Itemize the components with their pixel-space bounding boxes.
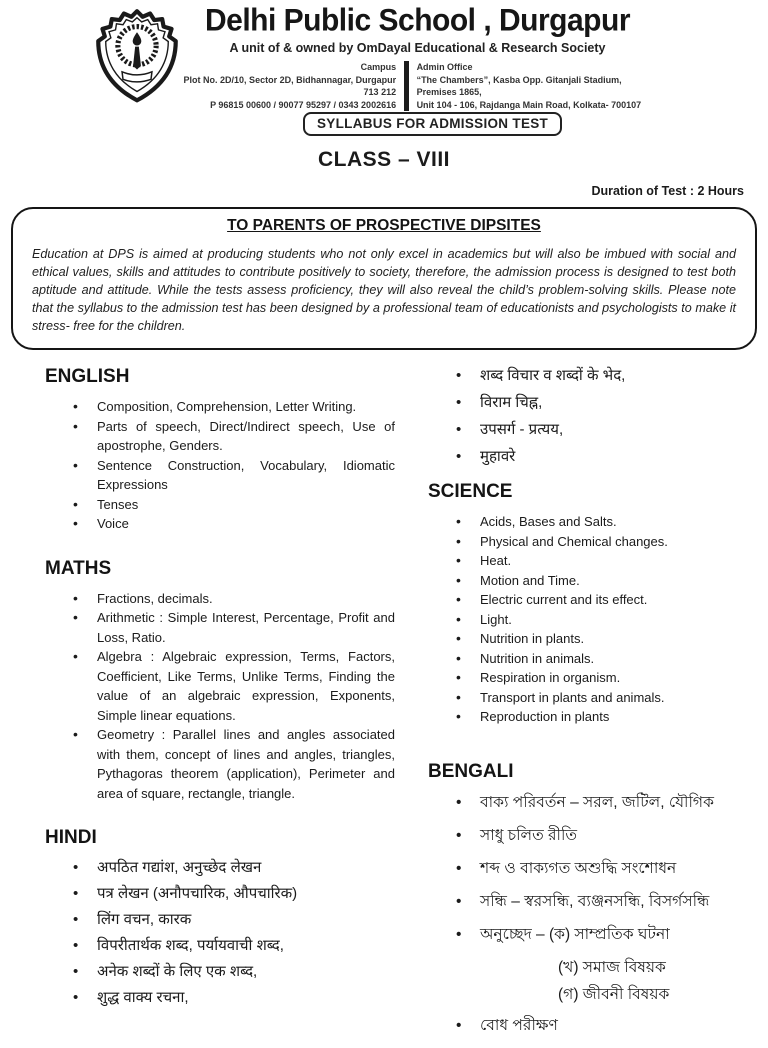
science-item: • Electric current and its effect.: [428, 590, 744, 610]
science-item: • Heat.: [428, 551, 744, 571]
school-tagline: A unit of & owned by OmDayal Educational & Research Society: [229, 41, 606, 55]
contact-row: [175, 61, 660, 111]
maths-item: • Geometry : Parallel lines and angles associated with them, concept of lines and angles, triangles, Pythagoras theorem (application), Perimeter and area of square, rectangle, triangle.: [45, 725, 395, 803]
english-item: • Voice: [45, 514, 395, 534]
science-item: • Nutrition in animals.: [428, 649, 744, 669]
hindi-item: • शुद्ध वाक्य रचना,: [45, 988, 395, 1008]
section-heading-maths: MATHS: [45, 557, 112, 579]
science-item: • Reproduction in plants: [428, 707, 744, 727]
header-text: [175, 4, 660, 111]
english-item: • Parts of speech, Direct/Indirect speech, Use of apostrophe, Genders.: [45, 417, 395, 456]
hindi-item: • लिंग वचन, कारक: [45, 910, 395, 930]
science-item: • Acids, Bases and Salts.: [428, 512, 744, 532]
hindi-item: • मुहावरे: [428, 447, 744, 467]
admin-address-line2: Unit 104 - 106, Rajdanga Main Road, Kolkata- 700107: [416, 99, 642, 110]
section-heading-science: SCIENCE: [428, 481, 513, 502]
hindi-item: • उपसर्ग - प्रत्यय,: [428, 420, 744, 440]
bengali-item: • সন্ধি – স্বরসন্ধি, ব্যঞ্জনসন্ধি, বিসর্গসন্ধি: [428, 891, 744, 913]
maths-item: • Arithmetic : Simple Interest, Percentage, Profit and Loss, Ratio.: [45, 608, 395, 647]
class-title: CLASS – VIII: [317, 148, 451, 171]
english-item: • Composition, Comprehension, Letter Writing.: [45, 397, 395, 417]
bengali-list: [428, 792, 744, 946]
left-column: [45, 366, 395, 1048]
maths-list: [45, 589, 395, 804]
campus-label: Campus: [360, 62, 397, 72]
science-item: • Respiration in organism.: [428, 668, 744, 688]
science-item: • Light.: [428, 610, 744, 630]
maths-item: • Fractions, decimals.: [45, 589, 395, 609]
maths-item: • Algebra : Algebraic expression, Terms, Factors, Coefficient, Like Terms, Unlike Terms, Finding the value of an algebraic expression, Exponents, Simple linear equations.: [45, 647, 395, 725]
bengali-sub-item: (খ) সমাজ বিষয়ক: [558, 958, 666, 976]
right-column: [428, 366, 744, 1048]
school-name: Delhi Public School , Durgapur: [204, 3, 631, 38]
notice-heading: TO PARENTS OF PROSPECTIVE DIPSITES: [227, 217, 541, 234]
science-item: • Transport in plants and animals.: [428, 688, 744, 708]
hindi-item: • पत्र लेखन (अनौपचारिक, औपचारिक): [45, 884, 395, 904]
hindi-item: • अनेक शब्दों के लिए एक शब्द,: [45, 962, 395, 982]
english-list: [45, 397, 395, 534]
syllabus-columns: [45, 366, 744, 1048]
campus-address: [175, 61, 396, 111]
admin-office-label: Admin Office: [416, 62, 473, 72]
bengali-list-end: [428, 1015, 744, 1037]
hindi-list: [45, 858, 395, 1008]
bengali-item: • অনুচ্ছেদ – (ক) সাম্প্রতিক ঘটনা: [428, 924, 744, 946]
english-item: • Tenses: [45, 495, 395, 515]
science-item: • Physical and Chemical changes.: [428, 532, 744, 552]
bengali-item: • বোধ পরীক্ষণ: [428, 1015, 744, 1037]
hindi-item: • विराम चिह्न,: [428, 393, 744, 413]
campus-address-line: Plot No. 2D/10, Sector 2D, Bidhannagar, Durgapur 713 212: [183, 74, 397, 97]
notice-body: Education at DPS is aimed at producing students who not only excel in academics but will also be imbued with social and ethical values, skills and attitudes to contribute positively to society, therefore, the admission process is designed to test both aptitude and attitude. While the tests assess proficiency, they will also reveal the child’s problem-solving skills. Please note that the syllabus to the admission test has been designed by a professional team of educationists and psychologists to make it stress- free for the children.: [32, 247, 736, 333]
hindi-item: • अपठित गद्यांश, अनुच्छेद लेखन: [45, 858, 395, 878]
campus-phone-line: P 96815 00600 / 90077 95297 / 0343 2002616: [210, 99, 397, 110]
parents-notice-box: [11, 207, 757, 350]
hindi-item: • विपरीतार्थक शब्द, पर्यायवाची शब्द,: [45, 936, 395, 956]
bengali-sub-item: (গ) জীবনী বিষয়ক: [558, 985, 670, 1003]
letterhead: [0, 0, 768, 140]
science-list: [428, 512, 744, 727]
section-heading-hindi: HINDI: [45, 827, 97, 848]
section-heading-bengali: BENGALI: [428, 760, 514, 782]
hindi-list-continued: [428, 366, 744, 467]
admin-office-address: [417, 61, 660, 111]
bengali-item: • সাধু চলিত রীতি: [428, 825, 744, 847]
science-item: • Nutrition in plants.: [428, 629, 744, 649]
test-duration: Duration of Test : 2 Hours: [591, 184, 744, 198]
syllabus-banner: SYLLABUS FOR ADMISSION TEST: [303, 112, 562, 136]
contact-divider: [404, 61, 408, 111]
section-heading-english: ENGLISH: [45, 366, 130, 387]
bengali-item: • শব্দ ও বাক্যগত অশুদ্ধি সংশোধন: [428, 858, 744, 880]
english-item: • Sentence Construction, Vocabulary, Idiomatic Expressions: [45, 456, 395, 495]
school-crest-logo-icon: [95, 8, 179, 109]
hindi-item: • शब्द विचार व शब्दों के भेद,: [428, 366, 744, 386]
admin-address-line1: “The Chambers”, Kasba Opp. Gitanjali Stadium, Premises 1865,: [416, 74, 622, 97]
science-item: • Motion and Time.: [428, 571, 744, 591]
bengali-item: • বাক্য পরিবর্তন – সরল, জটিল, যৌগিক: [428, 792, 744, 814]
